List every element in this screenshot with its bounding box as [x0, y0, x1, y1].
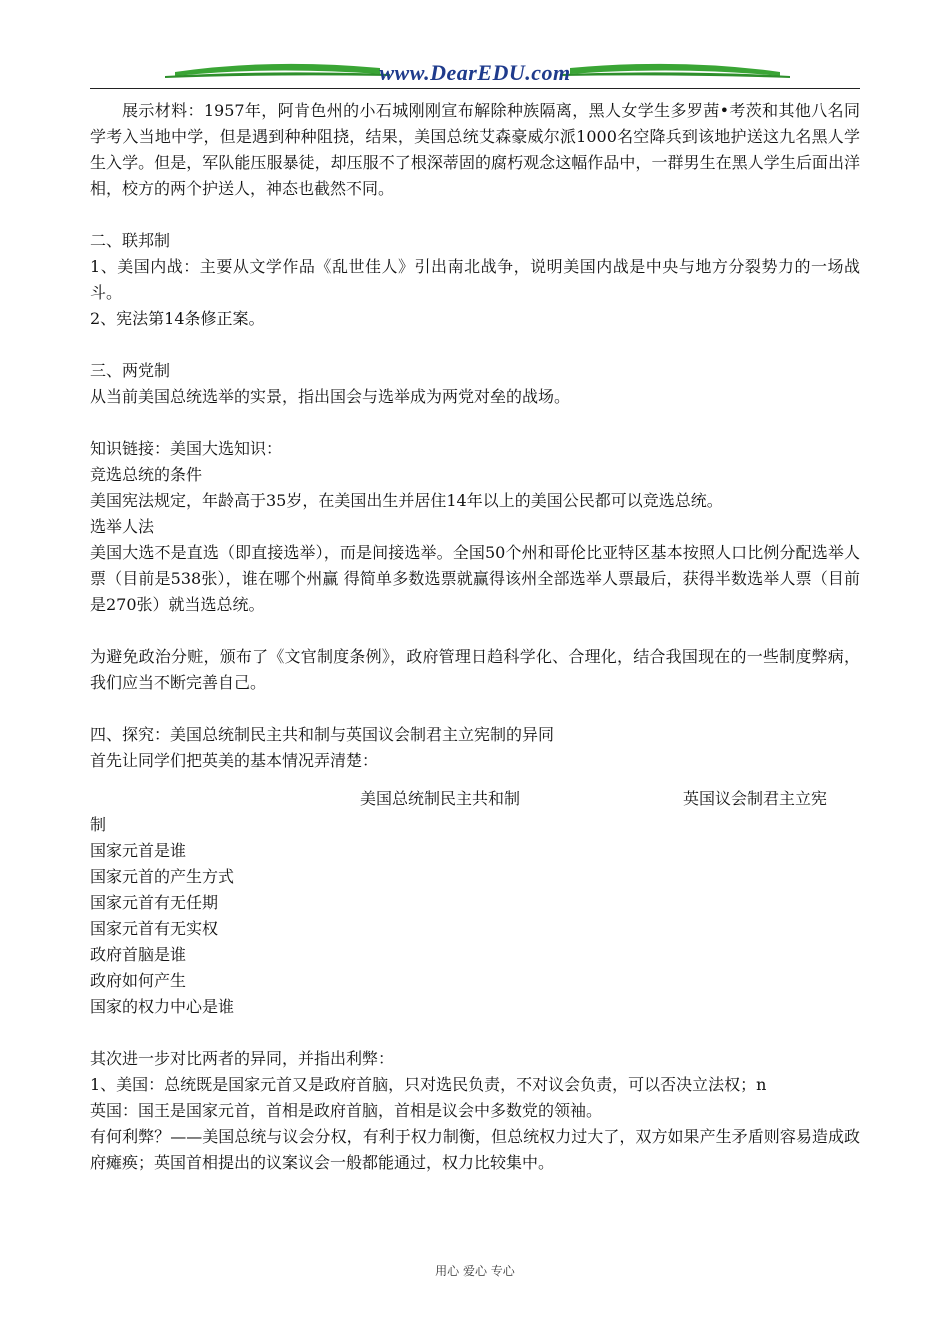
inquiry-lead: 首先让同学们把英美的基本情况弄清楚： [90, 751, 379, 770]
knowledge-link-title: 知识链接：美国大选知识： [90, 439, 283, 458]
candidate-conditions-text: 美国宪法规定，年龄高于35岁，在美国出生并居住14年以上的美国公民都可以竞选总统。 [90, 491, 723, 510]
amendment-item: 2、宪法第14条修正案。 [90, 309, 265, 328]
compare-lead: 其次进一步对比两者的异同，并指出利弊： [90, 1049, 395, 1068]
electors-heading: 选举人法 [90, 517, 155, 536]
section-inquiry-title: 四、探究：美国总统制民主共和制与英国议会制君主立宪制的异同 [90, 725, 555, 744]
pros-cons-text: 有何利弊？——美国总统与议会分权，有利于权力制衡，但总统权力过大了，双方如果产生矛盾则容易造成政府瘫痪；英国首相提出的议案议会一般都能通过，权力比较集中。 [90, 1127, 860, 1172]
comparison-row: 国家的权力中心是谁 [90, 997, 235, 1016]
uk-header-wrap: 制 [90, 815, 107, 834]
brand-logo-text: www.DearEDU.com [379, 60, 571, 85]
us-system-column-header: 美国总统制民主共和制 [360, 789, 521, 808]
civil-war-item: 1、美国内战：主要从文学作品《乱世佳人》引出南北战争，说明美国内战是中央与地方分裂势力的一场战斗。 [90, 257, 860, 302]
page-header [90, 52, 860, 92]
page-footer: 用心 爱心 专心 [435, 1264, 515, 1278]
comparison-row: 政府如何产生 [90, 971, 187, 990]
summary-paragraph: 为避免政治分赃，颁布了《文官制度条例》，政府管理日趋科学化、合理化，结合我国现在的一些制度弊病，我们应当不断完善自己。 [90, 647, 860, 692]
candidate-conditions-heading: 竞选总统的条件 [90, 465, 203, 484]
document-body [90, 98, 860, 1176]
electors-text: 美国大选不是直选（即直接选举），而是间接选举。全国50个州和哥伦比亚特区基本按照人口比例分配选举人票（目前是538张），谁在哪个州赢 得简单多数选票就赢得该州全部选举人票最后，获得半数选举人票（目前是270张）就当选总统。 [90, 543, 860, 614]
comparison-row: 国家元首有无任期 [90, 893, 219, 912]
comparison-row: 国家元首有无实权 [90, 919, 219, 938]
comparison-row: 国家元首是谁 [90, 841, 187, 860]
section-federalism-title: 二、联邦制 [90, 231, 171, 250]
section-two-party-title: 三、两党制 [90, 361, 171, 380]
header-divider [90, 88, 860, 89]
comparison-row: 政府首脑是谁 [90, 945, 187, 964]
intro-paragraph: 展示材料：1957年，阿肯色州的小石城刚刚宣布解除种族隔离，黑人女学生多罗茜•考茨和其他八名同学考入当地中学，但是遇到种种阻挠，结果，美国总统艾森豪威尔派1000名空降兵到该地护送这九名黑人学生入学。但是，军队能压服暴徒，却压服不了根深蒂固的腐朽观念这幅作品中，一群男生在黑人学生后面出洋相，校方的两个护送人，神态也截然不同。 [90, 101, 860, 198]
uk-system-column-header: 英国议会制君主立宪 [683, 789, 828, 808]
comparison-row: 国家元首的产生方式 [90, 867, 235, 886]
two-party-text: 从当前美国总统选举的实景，指出国会与选举成为两党对垒的战场。 [90, 387, 571, 406]
uk-comparison-text: 英国：国王是国家元首，首相是政府首脑，首相是议会中多数党的领袖。 [90, 1101, 603, 1120]
comparison-table-header [90, 786, 860, 812]
us-comparison-text: 1、美国：总统既是国家元首又是政府首脑，只对选民负责，不对议会负责，可以否决立法权；n [90, 1075, 767, 1094]
